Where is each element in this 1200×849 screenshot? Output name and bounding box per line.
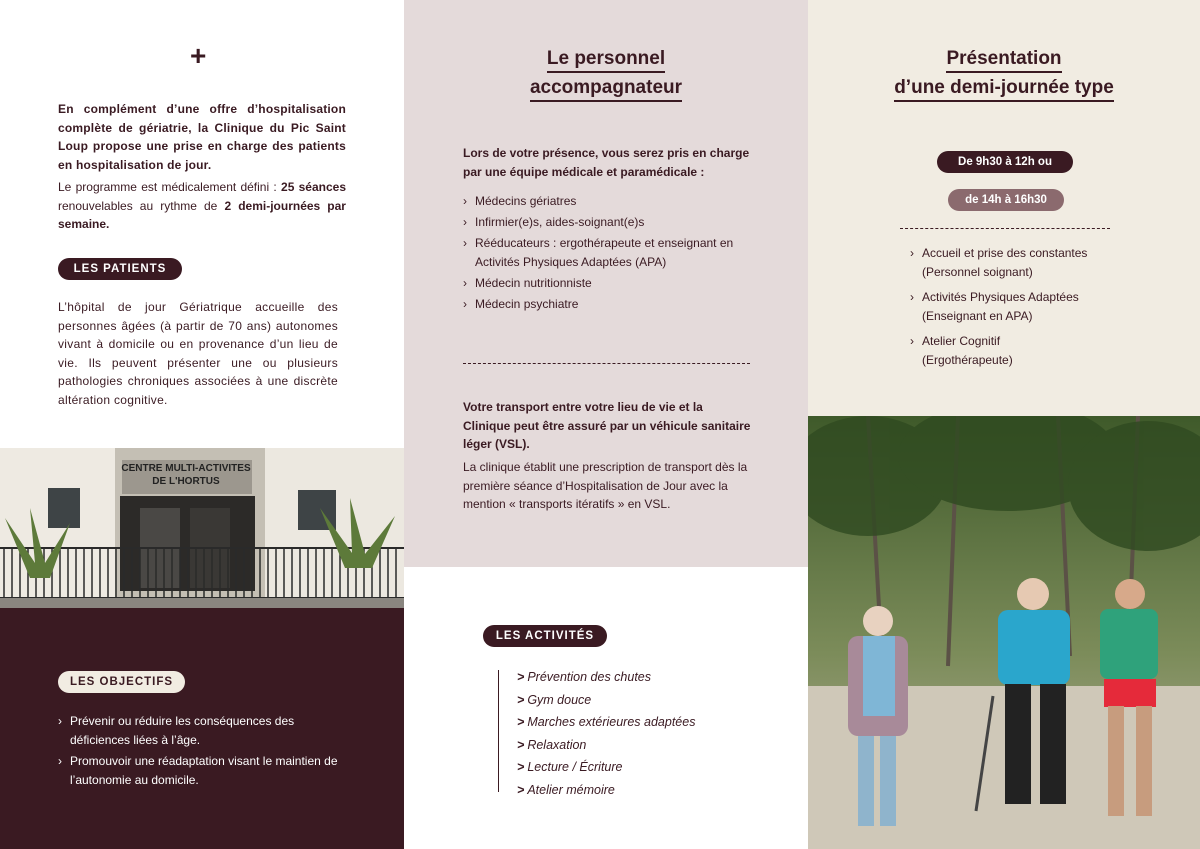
list-item: › Infirmier(e)s, aides-soignant(e)s [463,213,743,232]
building-sign [120,462,252,488]
time-badge-afternoon: de 14h à 16h30 [948,189,1064,211]
list-item: › Prévenir ou réduire les conséquences des déficiences liées à l’âge. [58,712,348,749]
step-title: › Activités Physiques Adaptées [922,290,1079,304]
list-item-marker: > [517,737,525,752]
divider [900,228,1110,229]
list-item-label: Lecture / Écriture [527,760,623,774]
patients-badge: LES PATIENTS [58,258,182,280]
plus-icon: + [190,40,207,71]
list-item-marker: > [517,715,525,729]
list-item: › Promouvoir une réadaptation visant le maintien de l’autonomie au domicile. [58,752,348,789]
list-item [517,711,695,734]
divider [463,363,750,364]
step-title: › Atelier Cognitif [922,334,1001,348]
column-intro [0,0,404,849]
intro-bold-paragraph: En complément d’une offre d’hospitalisation complète de gériatrie, la Clinique du Pic Saint Loup propose une prise en charge des patients en hospitalisation de jour. [58,102,346,172]
activites-list [517,666,695,801]
list-item: › Rééducateurs : ergothérapeute et enseignant en Activités Physiques Adaptées (APA) [463,234,743,271]
transport-bold: Votre transport entre votre lieu de vie et la Clinique peut être assuré par un véhicule sanitaire léger (VSL). [463,400,751,451]
staff-list [463,192,743,316]
intro-program-paragraph [58,178,346,234]
building-sign-line-2: DE L'HORTUS [152,476,220,487]
list-item-marker: > [517,782,525,797]
walking-group-illustration [808,416,1200,849]
intro-bold-2: 2 demi-journées par semaine. [58,198,346,231]
list-item-marker: > [517,692,525,707]
objectifs-list [58,712,348,792]
list-item: › Médecin psychiatre [463,295,743,314]
list-item-marker: > [517,670,525,684]
step-role: (Enseignant en APA) [922,308,1033,323]
list-item [517,666,695,689]
time-badge-morning: De 9h30 à 12h ou [937,151,1073,173]
personnel-title [404,44,808,102]
list-item: › Médecin nutritionniste [463,274,743,293]
building-sign-line-1: CENTRE MULTI-ACTIVITES [121,463,251,474]
list-item [910,332,1170,369]
list-item-label: Prévention des chutes [527,670,652,684]
list-item: › Médecins gériatres [463,192,743,211]
list-item [910,244,1170,281]
step-role: (Ergothérapeute) [922,352,1013,367]
list-item-marker: > [517,760,525,774]
list-item-label: Marches extérieures adaptées [527,715,696,729]
list-item [517,779,695,802]
personnel-title-line-1: Le personnel [547,47,665,73]
list-item-label: Atelier mémoire [527,782,615,797]
steps-list [910,244,1170,376]
list-item [910,288,1170,325]
transport-text: La clinique établit une prescription de transport dès la première séance d’Hospitalisation de Jour avec la mention « transports itératifs » en VSL. [463,460,748,511]
patients-text: L’hôpital de jour Gériatrique accueille des personnes âgées (à partir de 70 ans) autonomes vivant à domicile ou en provenance d’un lieu de vie. Ils peuvent présenter une ou plusieurs pathologies chroniques associées à une discrète altération cognitive. [58,300,338,407]
personnel-title-line-2: accompagnateur [530,76,682,102]
building-photo [0,448,404,608]
activites-line [498,670,499,792]
objectifs-badge: LES OBJECTIFS [58,671,185,693]
staff-intro: Lors de votre présence, vous serez pris en charge par une équipe médicale et paramédicale : [463,146,750,179]
step-title: › Accueil et prise des constantes [922,246,1088,260]
step-role: (Personnel soignant) [922,264,1033,279]
walking-group-photo [808,416,1200,849]
list-item-label: Gym douce [527,692,592,707]
demi-journee-title-line-2: d’une demi-journée type [894,76,1114,102]
list-item-label: Relaxation [527,737,587,752]
demi-journee-title-line-1: Présentation [946,47,1061,73]
activites-badge: LES ACTIVITÉS [483,625,607,647]
intro-text-2: renouvelables au rythme de [58,198,225,213]
list-item [517,689,695,712]
intro-text-1: Le programme est médicalement défini : [58,180,282,194]
list-item [517,734,695,757]
list-item [517,756,695,779]
column-demi-journee [808,0,1200,849]
demi-journee-title [808,44,1200,102]
intro-bold-1: 25 séances [281,180,346,194]
